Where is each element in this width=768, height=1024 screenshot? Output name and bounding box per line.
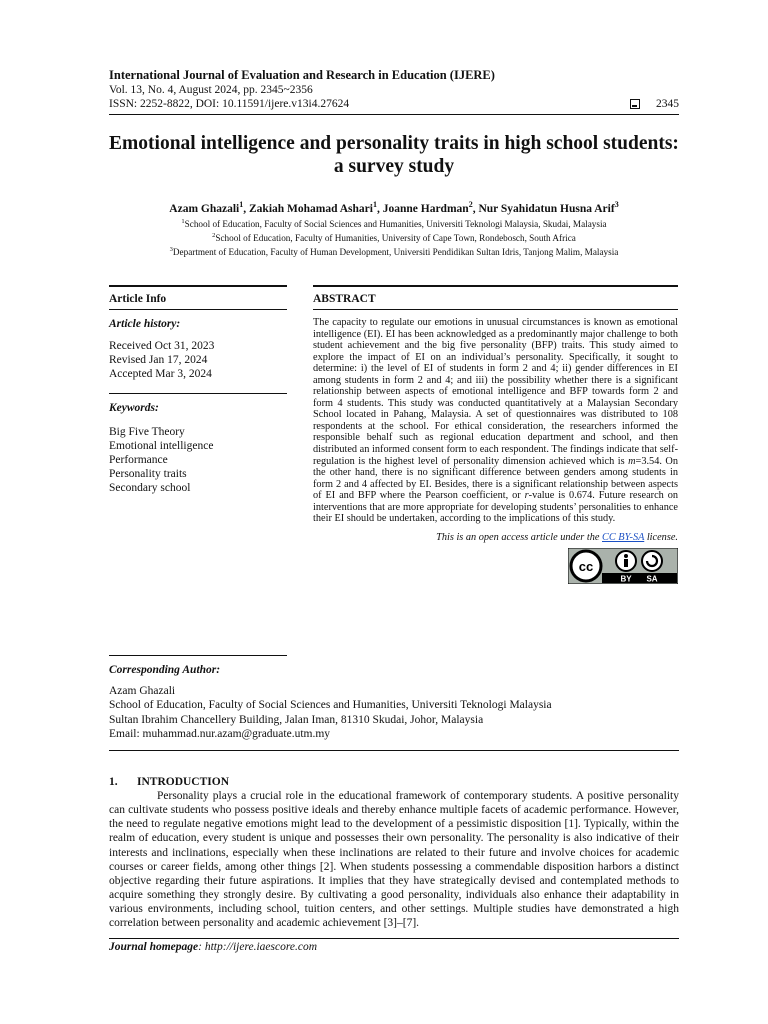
keyword: Personality traits (109, 468, 187, 481)
author-affiliation-mark: 1 (372, 200, 377, 209)
affiliation-number: 3 (169, 245, 173, 253)
keyword: Performance (109, 454, 168, 467)
author-affiliation-mark: 2 (468, 200, 473, 209)
section-title: INTRODUCTION (137, 776, 230, 789)
keyword: Big Five Theory (109, 426, 185, 439)
divider (109, 750, 679, 751)
section-number: 1. (109, 776, 118, 789)
issn-doi: ISSN: 2252-8822, DOI: 10.11591/ijere.v13i4.27624 (109, 98, 350, 110)
keyword: Emotional intelligence (109, 440, 214, 453)
affiliation-number: 2 (212, 231, 216, 239)
divider (109, 655, 287, 656)
divider (313, 309, 678, 310)
revised-date: Revised Jan 17, 2024 (109, 354, 208, 367)
journal-header (109, 68, 679, 115)
author-name: Azam Ghazali (109, 685, 176, 698)
keyword: Secondary school (109, 482, 191, 495)
author-name: Zakiah Mohamad Ashari (249, 202, 373, 215)
affiliation-number: 1 (181, 217, 185, 225)
author-name: Azam Ghazali (169, 202, 240, 215)
journal-homepage-url[interactable]: : http://ijere.iaescore.com (198, 941, 318, 953)
author-separator: , (376, 202, 383, 215)
author-name: Joanne Hardman (382, 202, 469, 215)
affiliation-text: School of Education, Faculty of Social Sciences and Humanities, Universiti Teknologi Malaysia, Skudai, Malaysia (184, 218, 607, 229)
abstract-text (313, 317, 678, 525)
author-email: Email: muhammad.nur.azam@graduate.utm.my (109, 727, 331, 740)
affiliation (109, 216, 679, 230)
cc-letters: cc (578, 558, 594, 574)
author-name: Nur Syahidatun Husna Arif (478, 202, 615, 215)
corresponding-author-block (109, 664, 679, 751)
article-history (109, 339, 287, 381)
abstract-column (313, 285, 678, 656)
author-address: Sultan Ibrahim Chancellery Building, Jalan Iman, 81310 Skudai, Johor, Malaysia (109, 713, 484, 726)
article-info-column (109, 285, 287, 656)
accepted-date: Accepted Mar 3, 2024 (109, 368, 212, 381)
affiliation (109, 244, 679, 258)
cc-by-sa-badge-icon[interactable] (568, 548, 678, 584)
sa-circle-icon (642, 551, 662, 571)
abstract-heading: ABSTRACT (313, 285, 678, 309)
cc-by-sa-link[interactable]: CC BY-SA (602, 531, 645, 543)
paper-page (109, 68, 679, 930)
affiliation-list (109, 216, 679, 258)
affiliation-text: Department of Education, Faculty of Human Development, Universiti Pendidikan Sultan Idris, Tanjong Malim, Malaysia (172, 247, 619, 258)
section-heading (109, 776, 679, 788)
corresponding-author-details (109, 684, 679, 741)
journal-homepage-label: Journal homepage (109, 941, 199, 953)
abstract-text-part: =3.54. On the other hand, there is no significant difference between genders among students in form 2 and 4 affected by EI. Besides, there is a significant relationship between aspects of EI and BFP where the Pearson coefficient, or (313, 455, 678, 502)
open-access-notice (313, 532, 678, 543)
introduction-paragraph: Personality plays a crucial role in the educational framework of contemporary students. A positive personality can cultivate students who possess positive ideals and thereby enhance multiple facets of academic performance. However, the need to regulate negative emotions might lead to the development of a pessimistic disposition [1]. Typically, within the realm of education, every student is unique and possesses their own personality. The personality is also indicative of their interests and inclinations, especially when these inclinations are related to their future and involve choices for academic courses or career fields, among other things [2]. When students possessing a commendable disposition harbors a distinct objective regarding their future aspirations. It implies that they have strategically devised and contemplated methods to acquire something they strongly desire. By cultivating a good personality, individuals also enhance their adaptability in various environments, including school, tuition centers, and other settings. Multiple studies have demonstrated a high correlation between personality and academic achievement [3]–[7]. (109, 790, 679, 930)
cc-badge-wrap (313, 548, 678, 584)
by-person-body (624, 559, 628, 567)
page-box-icon (630, 99, 640, 109)
affiliation-text: School of Education, Faculty of Humanities, University of Cape Town, Rondebosch, South Africa (215, 232, 576, 243)
author-separator: , (472, 202, 479, 215)
abstract-text-part: -value is 0.674. Future research on interventions that are more appropriate for developing students’ personalities to enhance their EI should be undertaken, according to the implications of this study. (313, 490, 679, 525)
author-affiliation: School of Education, Faculty of Social Sciences and Humanities, Universiti Teknologi Malaysia (109, 699, 552, 712)
affiliation (109, 230, 679, 244)
divider (109, 309, 287, 310)
badge-by-label: BY (620, 574, 632, 584)
mean-symbol: m (628, 455, 636, 467)
page-indicator (630, 97, 679, 111)
divider (109, 393, 287, 394)
author-affiliation-mark: 1 (239, 200, 244, 209)
received-date: Received Oct 31, 2023 (109, 340, 215, 353)
author-separator: , (243, 202, 249, 215)
info-abstract-columns (109, 285, 679, 656)
badge-label-strip (602, 573, 677, 583)
badge-sa-label: SA (646, 574, 658, 584)
issn-row (109, 97, 679, 111)
article-history-label: Article history: (109, 318, 181, 331)
journal-name: International Journal of Evaluation and Research in Education (IJERE) (109, 68, 495, 82)
by-person-head (624, 554, 628, 558)
page-footer (109, 938, 679, 953)
open-access-suffix: license. (644, 531, 678, 543)
author-affiliation-mark: 3 (614, 200, 619, 209)
article-info-heading: Article Info (109, 285, 287, 309)
corresponding-author-heading: Corresponding Author: (109, 664, 221, 677)
header-rule (109, 114, 679, 115)
page-number: 2345 (656, 98, 679, 110)
paper-title: Emotional intelligence and personality traits in high school students: a survey study (109, 133, 679, 177)
r-symbol: r (524, 490, 529, 502)
keyword-list (109, 425, 287, 495)
keywords-label: Keywords: (109, 402, 159, 415)
abstract-text-part: The capacity to regulate our emotions in unusual circumstances is known as emotional intelligence (EI). EI has been acknowledged as a predominantly major challenge to both student achievement and the big five personality (BFP) traits. This study aimed to explore the impact of EI on an individual’s personality. Specifically, it sought to determine: i) the level of EI of students in form 2 and 4; ii) gender differences in EI among students in form 2 and 4; and iii) the possibility whether there is a significant relationship between aspects of emotional intelligence and BFP towards form 2 and form 4 students. This study was conducted quantitatively at a Malaysian Secondary School located in Pahang, Malaysia. A set of questionnaires was distributed to 108 respondents at the school. For ethical consideration, the researchers informed the responsible behalf such as regional education department and school, and then distributed an informed consent form to each respondent. The findings indicate that self-regulation is the highest level of personality dimension achieved which is (313, 317, 678, 467)
author-list (109, 198, 679, 216)
open-access-prefix: This is an open access article under the (436, 531, 602, 543)
volume-line: Vol. 13, No. 4, August 2024, pp. 2345~2356 (109, 84, 313, 96)
